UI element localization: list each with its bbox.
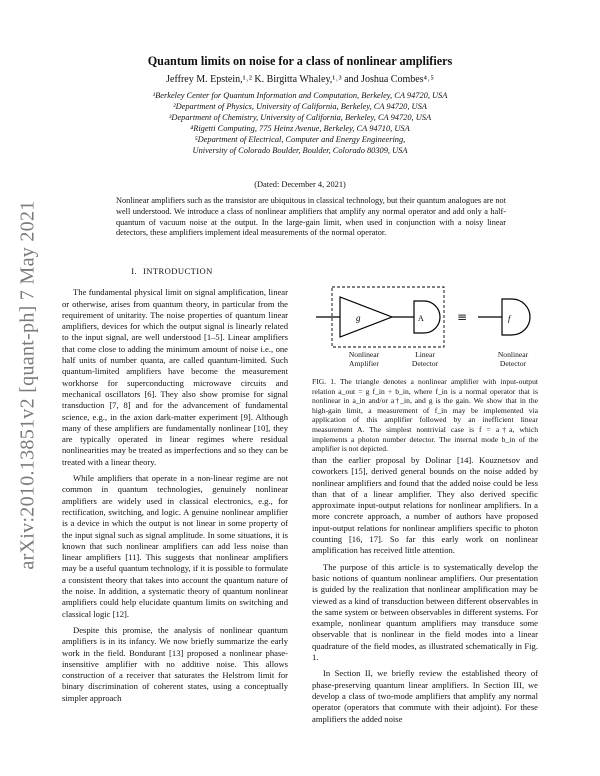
section-title: INTRODUCTION — [143, 266, 213, 276]
affiliation-line: ²Department of Physics, University of California, Berkeley, CA 94720, USA — [173, 102, 427, 111]
affiliation-line: University of Colorado Boulder, Boulder, Colorado 80309, USA — [192, 146, 408, 155]
section-number: I. — [131, 266, 138, 276]
label-line: Amplifier — [349, 359, 379, 368]
nonlinear-detector-shape — [502, 299, 530, 335]
function-symbol: f — [508, 313, 511, 323]
amplifier-label — [340, 350, 388, 368]
arxiv-identifier-stamp — [8, 175, 48, 595]
left-column — [62, 266, 288, 709]
date-line: (Dated: December 4, 2021) — [254, 180, 346, 189]
dashed-box — [332, 287, 444, 347]
author-list: Jeffrey M. Epstein,¹˒² K. Birgitta Whaley,¹˒³ and Joshua Combes⁴˒⁵ — [166, 74, 434, 85]
label-line: Detector — [499, 359, 527, 368]
abstract: Nonlinear amplifiers such as the transistor are ubiquitous in classical technology, but their quantum analogues are not well understood. We introduce a class of nonlinear amplifiers that amplify any normal operator and add only a half-quantum of vacuum noise at the output. In the large-gain limit, when used in conjunction with a noisy linear detectors, these amplifiers implement ideal measurements of the normal operator. — [116, 196, 507, 238]
label-line: Nonlinear — [348, 350, 380, 359]
paragraph: While amplifiers that operate in a non-linear regime are not common in quantum technologies, genuinely nonlinear amplifiers are widely used in classical electronics, e.g., for rectification, switching, and logic. A genuine nonlinear amplifier is a device in which the output is not linear in some property of the input signal such as signal amplitude. In some situations, it is known that such nonlinear amplifiers can add less noise than linear amplifiers [11]. This suggests that nonlinear amplifiers may be a useful quantum technology, if it is possible to formulate a consistent theory that takes into account the quantum nature of the noise. In addition, a systematic theory of quantum nonlinear amplifiers could help elucidate quantum limits on switching and classical logic [12]. — [62, 473, 288, 619]
paragraph: In Section II, we briefly review the established theory of phase-preserving quantum linear amplifiers. In Section III, we develop a class of two-mode amplifiers that amplify any normal operator (operators that commute with their adjoint). For these amplifiers the added noise — [312, 668, 538, 724]
label-line: Linear — [415, 350, 435, 359]
affiliation-line: ⁴Rigetti Computing, 775 Heinz Avenue, Berkeley, CA 94710, USA — [190, 124, 410, 133]
gain-symbol: g — [356, 313, 361, 323]
nonlinear-detector-label — [488, 350, 538, 368]
amplifier-triangle — [340, 297, 392, 337]
label-line: Detector — [411, 359, 439, 368]
paragraph: Despite this promise, the analysis of nonlinear quantum amplifiers is in its infancy. We now briefly summarize the early work in the field. Bondurant [13] proposed a nonlinear phase-insensitive amplifier with no additive noise. This allows construction of a receiver that saturates the Helstrom limit for binary discrimination of coherent states, using a conceptually simpler approach — [62, 624, 288, 703]
arxiv-identifier: arXiv:2010.13851v2 [quant-ph] 7 May 2021 — [16, 200, 39, 570]
label-line: Nonlinear — [497, 350, 529, 359]
linear-detector-label — [402, 350, 448, 368]
affiliations — [60, 90, 540, 156]
section-heading — [62, 266, 288, 277]
affiliation-line: ⁵Department of Electrical, Computer and Energy Engineering, — [194, 135, 406, 144]
figure-caption: FIG. 1. The triangle denotes a nonlinear amplifier with input-output relation a_out = g f_in + b_in, where f_in is a normal operator that is nonlinear in a_in and/or a†_in, and g is the gain. We show that in the high-gain limit, a measurement of f_in may be implemented via application of this amplifier followed by an inefficient linear measurement A. The simplest nontrivial case is f = a†a, which implements a photon number detector. The internal mode b_in of the amplifier is not depicted. — [312, 377, 538, 454]
right-column — [312, 455, 538, 730]
affiliation-line: ³Department of Chemistry, University of California, Berkeley, CA 94720, USA — [168, 113, 432, 122]
affiliation-line: ¹Berkeley Center for Quantum Information and Computation, Berkeley, CA 94720, USA — [152, 91, 448, 100]
paragraph: than the earlier proposal by Dolinar [14]. Kouznetsov and coworkers [15], derived general bounds on the noise added by nonlinear amplifiers and found that the added noise could be less than that of a linear amplifier. They also derived specific approximate input-output relations for nonlinear amplifiers. In a more concrete approach, a number of authors have proposed input-output relations for nonlinear amplifiers specific to photon counting [16, 17]. So far this early work on nonlinear amplification has received little attention. — [312, 455, 538, 556]
paper-title: Quantum limits on noise for a class of nonlinear amplifiers — [147, 54, 453, 68]
paragraph: The fundamental physical limit on signal amplification, linear or otherwise, arises from quantum theory, in particular from the requirement of unitarity. The noise properties of quantum linear amplifiers, devices for which the output signal is linearly related to the input signal, are well understood [1–5]. Linear amplifiers that come close to adding the minimum amount of noise i.e., one half units of number quanta, are called quantum-limited. Such quantum-limited amplifiers have become the measurement workhorse for superconducting microwave circuits and mechanical oscillators [6]. They also show promise for signal transduction [7, 8] and for the advancement of fundamental science, e.g., in the axion dark-matter experiment [9]. Although many of these amplifiers are fundamentally nonlinear [10], they are typically operated in linear regimes where residual nonlinearities may be treated as imperfections and so they can be treated with a linear theory. — [62, 287, 288, 467]
paragraph: The purpose of this article is to systematically develop the basic notions of quantum nonlinear amplifiers. Our presentation is guided by the realization that nonlinear amplification may be viewed as a kind of transduction between different observables in the same system or between observables in different systems. For example, nonlinear quantum amplifiers may transduce some observable that is nonlinear in the field modes into a linear quadrature of the field modes, as illustrated schematically in Fig. 1. — [312, 561, 538, 663]
detector-symbol: A — [418, 314, 424, 323]
figure-1 — [312, 263, 538, 383]
equivalence-symbol: ≡ — [457, 310, 468, 324]
